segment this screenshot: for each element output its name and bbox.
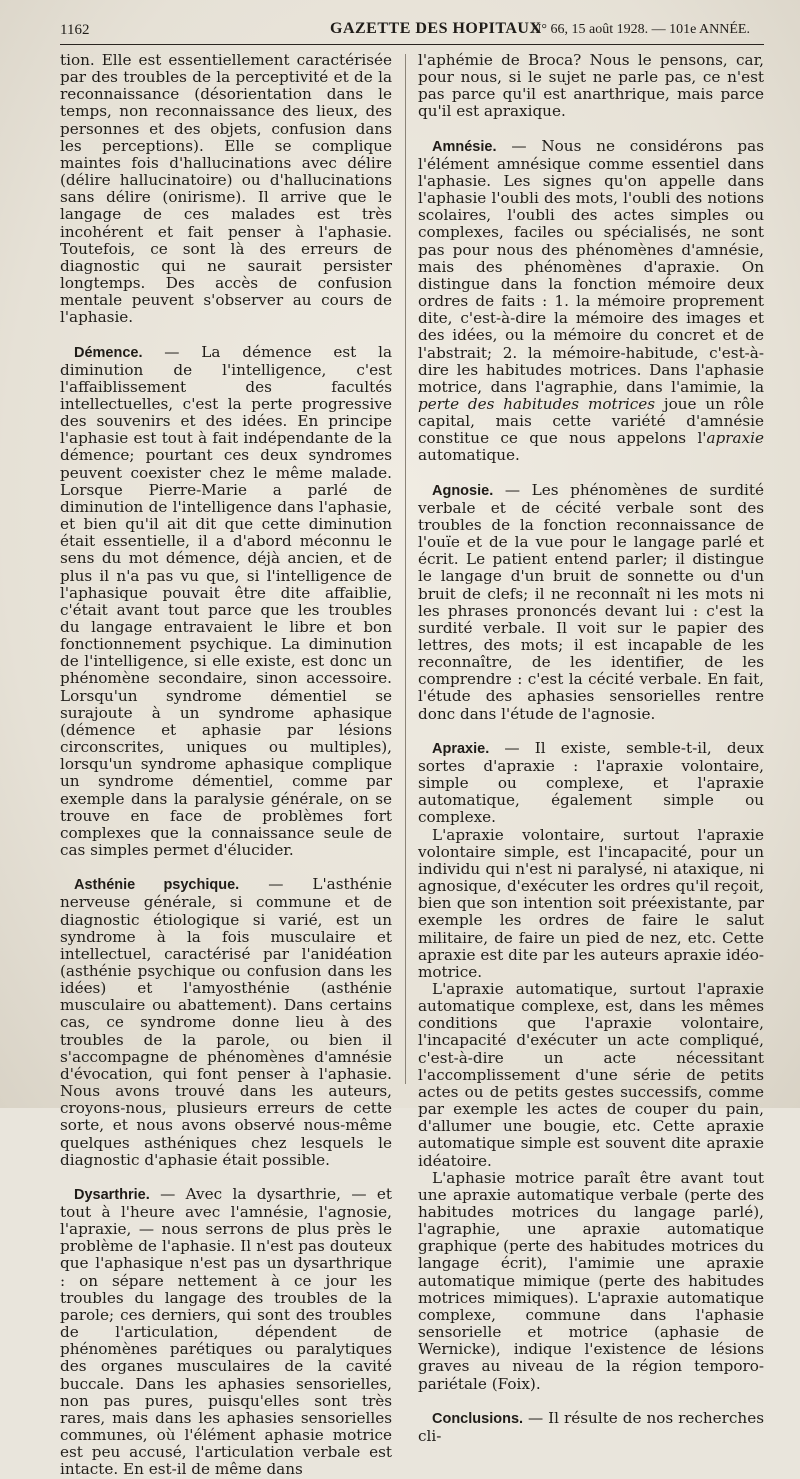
section-heading-conclusions: Conclusions. [432,1410,524,1427]
section-text-asthenie: — L'asthénie nerveuse générale, si commune et de diagnostic étiologique si varié, est un syndrome à la fois musculaire et intellectuel, caractérisé par l'anidéation (asthénie psychique ou confusion dans les idées) et l'amyosthénie (asthénie musculaire ou abattement). Dans certains cas, ce syndrome donne lieu à des troubles de la parole, ou bien il s'accompagne de phénomènes d'amnésie d'évocation, qui font penser à l'aphasie. Nous avons trouvé dans les auteurs, croyons-nous, plusieurs erreurs de cette sorte, et nous avons observé nous-même quelques asthéniques chez lesquels le diagnostic d'aphasie était possible. [60,875,392,1169]
paragraph-confusion-end: tion. Elle est essentiellement caractérisée par des troubles de la perceptivité et de la reconnaissance (désorientation dans le temps, non reconnaissance des lieux, des personnes et des objets, confusion dans les perceptions). Elle se complique maintes fois d'hallucinations avec délire (délire hallucinatoire) ou d'hallucinations sans délire (onirisme). Il arrive que le langage de ces malades est très incohérent et fait penser à l'aphasie. Toutefois, ce sont là des erreurs de diagnostic qui ne saurait persister longtemps. Des accès de confusion mentale peuvent s'observer au cours de l'aphasie. [60,51,392,327]
italic-apraxie: apraxie [706,429,764,448]
section-text-amnesie-b: joue un rôle capital, mais cette variété d'amnésie constitue ce que nous appelons l' [418,394,765,448]
column-rule [405,54,406,1084]
section-text-dysarthrie: — Avec la dysarthrie, — et tout à l'heure avec l'amnésie, l'agnosie, l'apraxie, — nous serrons de plus près le problème de l'aphasie. Il n'est pas douteux que l'aphasique n'est pas un dysarthrique : on sépare nettement à ce jour les troubles du langage des troubles de la parole; ces derniers, qui sont des troubles de l'articulation, dépendent de phénomènes parétiques ou paralytiques des organes musculaires de la cavité buccale. Dans les aphasies sensorielles, non pas pures, puisqu'elles sont très rares, mais dans les aphasies sensorielles communes, où l'élément aphasie motrice est peu accusé, l'articulation verbale est intacte. En est-il de même dans [60,1184,392,1479]
italic-perte-habitudes: perte des habitudes motrices [418,394,655,413]
section-amnesie [418,138,764,465]
section-dysarthrie [60,1186,392,1479]
section-heading-demence: Démence. [74,344,143,361]
running-header [60,20,770,42]
section-heading-amnesie: Amnésie. [432,138,497,155]
journal-title: GAZETTE DES HOPITAUX [330,20,542,37]
paragraph-aphasie-motrice: L'aphasie motrice paraît être avant tout une apraxie automatique verbale (perte des habitudes motrices du langage parlé), l'agraphie, une apraxie automatique graphique (perte des habitudes motrices du langage écrit), l'amimie une apraxie automatique mimique (perte des habitudes motrices mimiques). L'apraxie automatique complexe, commune dans l'aphasie sensorielle et motrice (aphasie de Wernicke), indique l'existence de lésions graves au niveau de la région temporo-pariétale (Foix). [418,1168,764,1393]
section-text-amnesie-a: — Nous ne considérons pas l'élément amnésique comme essentiel dans l'aphasie. Les signes qu'on appelle dans l'aphasie l'oubli des mots, l'oubli des notions scolaires, l'oubli des actes simples ou complexes, faciles ou spécialisés, ne sont pas pour nous des phénomènes d'amnésie, mais des phénomènes d'apraxie. On distingue dans la fonction mémoire deux ordres de faits : 1. la mémoire proprement dite, c'est-à-dire la mémoire des images et des idées, ou la mémoire du concret et de l'abstrait; 2. la mémoire-habitude, c'est-à-dire les habitudes motrices. Dans l'aphasie motrice, dans l'agraphie, dans l'amimie, la [418,136,764,396]
section-demence [60,344,392,860]
section-text-conclusions: — Il résulte de nos recherches cli- [418,1408,764,1445]
header-rule [60,44,764,45]
section-heading-dysarthrie: Dysarthrie. [74,1186,150,1203]
section-heading-apraxie: Apraxie. [432,740,490,757]
section-heading-asthenie: Asthénie psychique. [74,877,240,894]
page-number: 1162 [60,22,90,38]
section-text-amnesie-c: automatique. [418,446,520,465]
section-heading-agnosie: Agnosie. [432,482,494,499]
section-text-agnosie: — Les phénomènes de surdité verbale et de cécité verbale sont des troubles de la fonction reconnaissance de l'ouïe et de la vue pour le langage parlé et écrit. Le patient entend parler; il distingue le langage d'un bruit de sonnette ou d'un bruit de clefs; il ne reconnaît ni les mots ni les phrases prononcés devant lui : c'est la surdité verbale. Il voit sur le papier des lettres, des mots; il est incapable de les reconnaître, de les identifier, de les comprendre : c'est la cécité verbale. En fait, l'étude des aphasies sensorielles rentre donc dans l'étude de l'agnosie. [418,480,764,723]
issue-info: N° 66, 15 août 1928. — 101e ANNÉE. [531,22,750,37]
paragraph-aphemie: l'aphémie de Broca? Nous le pensons, car, pour nous, si le sujet ne parle pas, ce n'est pas parce qu'il est anarthrique, mais parce qu'il est apraxique. [418,51,764,121]
right-column [418,52,764,1445]
section-agnosie [418,482,764,723]
paragraph-apraxie-volontaire: L'apraxie volontaire, surtout l'apraxie volontaire simple, est l'incapacité, pour un individu qui n'est ni paralysé, ni ataxique, ni agnosique, d'exécuter les ordres qu'il reçoit, bien que son intention soit préexistante, par exemple les ordres de faire le salut militaire, de faire un pied de nez, etc. Cette apraxie est dite par les auteurs apraxie idéo-motrice. [418,825,764,981]
section-asthenie [60,876,392,1169]
paragraph-apraxie-automatique: L'apraxie automatique, surtout l'apraxie automatique complexe, est, dans les mêmes conditions que l'apraxie volontaire, l'incapacité d'exécuter un acte compliqué, c'est-à-dire un acte nécessitant l'accomplissement d'une série de petits actes ou de petits gestes successifs, comme par exemple les actes de couper du pain, d'allumer une bougie, etc. Cette apraxie automatique simple est souvent dite apraxie idéatoire. [418,979,764,1170]
section-conclusions [418,1410,764,1445]
section-text-demence: — La démence est la diminution de l'intelligence, c'est l'affaiblissement des facultés intellectuelles, c'est la perte progressive des souvenirs et des idées. En principe l'aphasie est tout à fait indépendante de la démence; pourtant ces deux syndromes peuvent coexister chez le même malade. Lorsque Pierre-Marie a parlé de diminution de l'intelligence dans l'aphasie, et bien qu'il ait dit que cette diminution était essentielle, il a d'abord méconnu le sens du mot démence, déjà ancien, et de plus il n'a pas vu que, si l'intelligence de l'aphasique pouvait être dite affaiblie, c'était avant tout parce que les troubles du langage entravaient le libre et bon fonctionnement psychique. La diminution de l'intelligence, si elle existe, est donc un phénomène secondaire, sinon accessoire. Lorsqu'un syndrome démentiel se surajoute à un syndrome aphasique (démence et aphasie par lésions circonscrites, uniques ou multiples), lorsqu'un syndrome aphasique complique un syndrome démentiel, comme par exemple dans la paralysie générale, on se trouve en face de problèmes fort complexes que la connaissance seule de cas simples permet d'élucider. [60,342,392,860]
section-apraxie [418,740,764,827]
section-text-apraxie: — Il existe, semble-t-il, deux sortes d'apraxie : l'apraxie volontaire, simple ou complexe, et l'apraxie automatique, également simple ou complexe. [418,738,764,827]
left-column [60,52,392,1479]
